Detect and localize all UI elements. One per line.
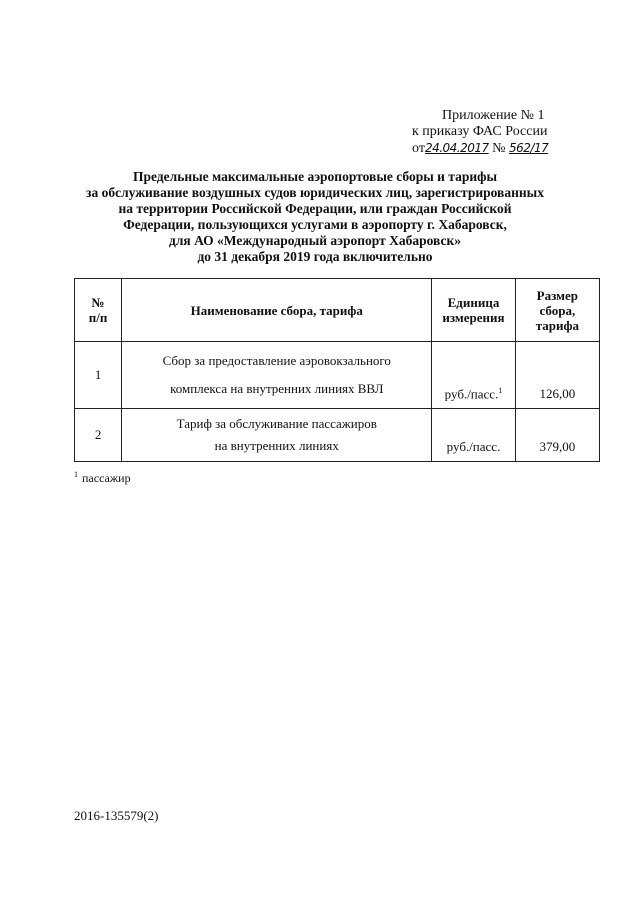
footnote-mark: 1 bbox=[74, 470, 78, 479]
row-unit: руб./пасс. bbox=[432, 409, 515, 462]
document-title bbox=[60, 169, 570, 265]
handwritten-number: 562/17 bbox=[509, 141, 549, 155]
row-size: 379,00 bbox=[515, 409, 599, 462]
header-num: № п/п bbox=[75, 279, 122, 342]
header-size: Размер сбора, тарифа bbox=[515, 279, 599, 342]
title-line: Федерации, пользующихся услугами в аэропорту г. Хабаровск, bbox=[123, 217, 507, 232]
header-unit: Единица измерения bbox=[432, 279, 515, 342]
table-header-row bbox=[75, 279, 600, 342]
title-line: до 31 декабря 2019 года включительно bbox=[197, 249, 433, 264]
footnote-ref: 1 bbox=[498, 385, 503, 395]
footnote bbox=[74, 470, 131, 486]
row-unit: руб./пасс.$^1$ bbox=[432, 342, 515, 409]
title-line: Предельные максимальные аэропортовые сборы и тарифы bbox=[132, 169, 497, 184]
footnote-text: пассажир bbox=[82, 471, 131, 485]
order-date-line bbox=[412, 140, 602, 157]
row-name: Сбор за предоставление аэровокзального комплекса на внутренних линиях ВВЛ bbox=[122, 342, 432, 409]
row-num: 2 bbox=[75, 409, 122, 462]
row-name: Тариф за обслуживание пассажиров на внутренних линиях bbox=[122, 409, 432, 462]
date-prefix: от bbox=[412, 141, 425, 156]
handwritten-date: 24.04.2017 bbox=[424, 141, 489, 155]
document-registration-number: 2016-135579(2) bbox=[74, 808, 159, 823]
header-name: Наименование сбора, тарифа bbox=[122, 279, 432, 342]
title-line: за обслуживание воздушных судов юридических лиц, зарегистрированных bbox=[86, 185, 544, 200]
title-line: для АО «Международный аэропорт Хабаровск» bbox=[168, 233, 461, 248]
row-num: 1 bbox=[75, 342, 122, 409]
title-line: на территории Российской Федерации, или граждан Российской bbox=[118, 201, 512, 216]
tariff-table bbox=[74, 278, 600, 462]
row-size: 126,00 bbox=[515, 342, 599, 409]
number-prefix: № bbox=[492, 141, 506, 156]
table-row bbox=[75, 342, 600, 409]
appendix-header bbox=[412, 108, 602, 157]
appendix-order-ref: к приказу ФАС России bbox=[412, 124, 548, 139]
appendix-title: Приложение № 1 bbox=[442, 108, 545, 123]
table-row bbox=[75, 409, 600, 462]
